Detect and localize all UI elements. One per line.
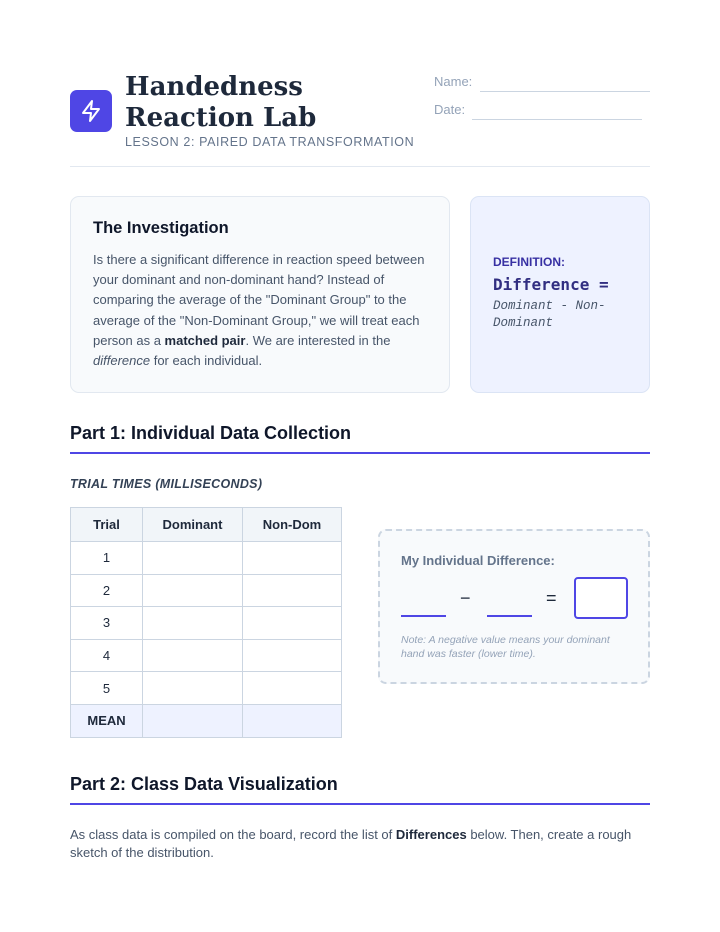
definition-label: DEFINITION: — [493, 255, 565, 269]
part1-divider — [70, 452, 650, 454]
non-dom-cell[interactable] — [243, 639, 342, 672]
table-row — [71, 574, 342, 607]
non-dom-cell[interactable] — [243, 672, 342, 705]
table-row — [71, 542, 342, 575]
minus-sign: − — [460, 588, 471, 608]
dominant-cell[interactable] — [143, 672, 243, 705]
difference-term: difference — [93, 353, 151, 369]
non-dom-mean-cell[interactable] — [243, 704, 342, 737]
header-divider — [70, 166, 650, 167]
dominant-mean-blank[interactable] — [401, 615, 446, 617]
mean-label: MEAN — [71, 704, 143, 737]
trial-number: 5 — [71, 672, 143, 705]
non-dom-cell[interactable] — [243, 574, 342, 607]
column-header-trial: Trial — [71, 508, 143, 542]
difference-result-box[interactable] — [574, 577, 628, 619]
dominant-cell[interactable] — [143, 639, 243, 672]
trial-caption: TRIAL TIMES (MILLISECONDS) — [70, 477, 263, 491]
part2-title: Part 2: Class Data Visualization — [70, 774, 338, 794]
column-header-dominant: Dominant — [143, 508, 243, 542]
page-header — [70, 70, 650, 168]
name-field[interactable] — [480, 91, 650, 92]
dominant-cell[interactable] — [143, 574, 243, 607]
dominant-cell[interactable] — [143, 542, 243, 575]
definition-formula: Dominant - Non-Dominant — [493, 299, 606, 330]
trial-number: 1 — [71, 542, 143, 575]
investigation-card — [70, 196, 450, 393]
mean-row — [71, 704, 342, 737]
part2-divider — [70, 803, 650, 805]
lightning-bolt-icon — [70, 90, 112, 132]
equals-sign: = — [546, 588, 557, 608]
table-header-row — [71, 508, 342, 542]
date-label: Date: — [434, 102, 466, 117]
part2-instructions: As class data is compiled on the board, record the list of Differences below. Then, create a rough sketch of the distribution. — [70, 827, 632, 860]
investigation-text: Is there a significant difference in reaction speed between your dominant and non-dominant hand? Instead of comparing the average of the "Dominant Group" to the average of the "Non-Dominant Group," we will treat each person as a matched pair. We are interested in the difference for each individual. — [93, 252, 425, 369]
trial-number: 4 — [71, 639, 143, 672]
table-row — [71, 672, 342, 705]
date-field[interactable] — [472, 119, 642, 120]
dominant-mean-cell[interactable] — [143, 704, 243, 737]
page-subtitle: LESSON 2: PAIRED DATA TRANSFORMATION — [125, 135, 415, 149]
differences-term: Differences — [395, 827, 467, 842]
difference-label: My Individual Difference: — [401, 553, 555, 568]
difference-note: Note: A negative value means your dominant hand was faster (lower time). — [401, 634, 610, 660]
trial-number: 3 — [71, 607, 143, 640]
matched-pair-term: matched pair — [164, 332, 246, 348]
individual-difference-box — [378, 529, 650, 684]
non-dom-mean-blank[interactable] — [487, 615, 532, 617]
page-title: Handedness Reaction Lab — [125, 72, 317, 133]
table-row — [71, 639, 342, 672]
name-label: Name: — [434, 74, 473, 89]
trial-table — [70, 507, 342, 738]
table-row — [71, 607, 342, 640]
dominant-cell[interactable] — [143, 607, 243, 640]
non-dom-cell[interactable] — [243, 607, 342, 640]
definition-equation: Difference = — [493, 275, 609, 294]
non-dom-cell[interactable] — [243, 542, 342, 575]
definition-card — [470, 196, 650, 393]
column-header-non-dom: Non-Dom — [243, 508, 342, 542]
trial-number: 2 — [71, 574, 143, 607]
part1-title: Part 1: Individual Data Collection — [70, 423, 352, 443]
investigation-title: The Investigation — [93, 219, 229, 237]
